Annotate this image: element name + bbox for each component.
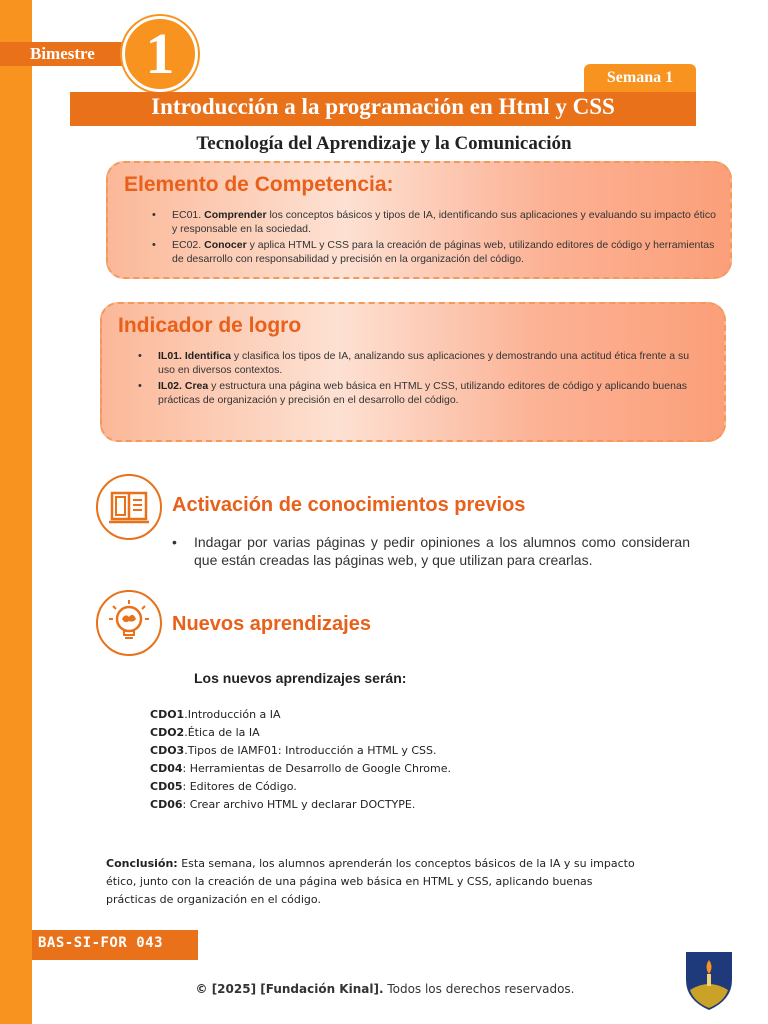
list-item: CD06: Crear archivo HTML y declarar DOCTYPE. xyxy=(150,798,416,811)
competencia-list xyxy=(146,208,716,268)
form-code: BAS-SI-FOR 043 xyxy=(38,935,164,951)
bimestre-label: Bimestre xyxy=(30,44,95,63)
activacion-list xyxy=(172,533,690,569)
side-bar xyxy=(0,0,32,1024)
list-item: CDO1.Introducción a IA xyxy=(150,708,281,721)
list-item: • EC02. Conocer y aplica HTML y CSS para la creación de páginas web, utilizando editores de código y herramientas de desarrollo con responsabilidad y precisión en la organización del código. xyxy=(146,238,716,266)
list-item: CDO3.Tipos de IAMF01: Introducción a HTML y CSS. xyxy=(150,744,437,757)
nuevos-intro: Los nuevos aprendizajes serán: xyxy=(194,670,407,686)
conclusion-text: Esta semana, los alumnos aprenderán los conceptos básicos de la IA y su impacto ético, junto con la creación de una página web básica en HTML y CSS, aplicando buenas prácticas de organización en el código. xyxy=(106,857,635,906)
page-title: Introducción a la programación en Html y CSS xyxy=(151,94,615,119)
list-item: CD05: Editores de Código. xyxy=(150,780,297,793)
semana-label: Semana 1 xyxy=(606,69,674,86)
list-item: • IL01. Identifica y clasifica los tipos de IA, analizando sus aplicaciones y demostrando una actitud ética frente a su uso en diversos contextos. xyxy=(132,349,702,377)
competencia-box xyxy=(106,161,732,279)
copyright: © [2025] [Fundación Kinal]. Todos los derechos reservados. xyxy=(195,982,575,996)
conclusion-label: Conclusión: xyxy=(106,857,178,870)
lightbulb-brain-icon xyxy=(96,590,162,656)
nuevos-title: Nuevos aprendizajes xyxy=(172,613,371,635)
shield-logo-icon xyxy=(684,950,734,1012)
logro-box xyxy=(100,302,726,442)
book-icon xyxy=(96,474,162,540)
page-subtitle: Tecnología del Aprendizaje y la Comunicación xyxy=(196,133,572,154)
list-item: CDO2.Ética de la IA xyxy=(150,726,260,739)
bimestre-number-badge xyxy=(122,16,198,92)
activacion-title: Activación de conocimientos previos xyxy=(172,494,526,516)
list-item: • EC01. Comprender los conceptos básicos y tipos de IA, identificando sus aplicaciones y evaluando su impacto ético y responsable en la sociedad. xyxy=(146,208,716,236)
competencia-title: Elemento de Competencia: xyxy=(124,173,394,196)
list-item: • Indagar por varias páginas y pedir opiniones a los alumnos como consideran que están creadas las páginas web, y que utilizan para crearlas. xyxy=(172,533,690,569)
conclusion xyxy=(106,855,646,909)
logro-list xyxy=(132,349,702,409)
bimestre-number: 1 xyxy=(145,21,175,86)
cd-list xyxy=(150,706,451,814)
list-item: • IL02. Crea y estructura una página web básica en HTML y CSS, utilizando editores de código y aplicando buenas prácticas de organización y precisión en el desarrollo del código. xyxy=(132,379,702,407)
list-item: CD04: Herramientas de Desarrollo de Google Chrome. xyxy=(150,762,451,775)
logro-title: Indicador de logro xyxy=(118,314,302,337)
